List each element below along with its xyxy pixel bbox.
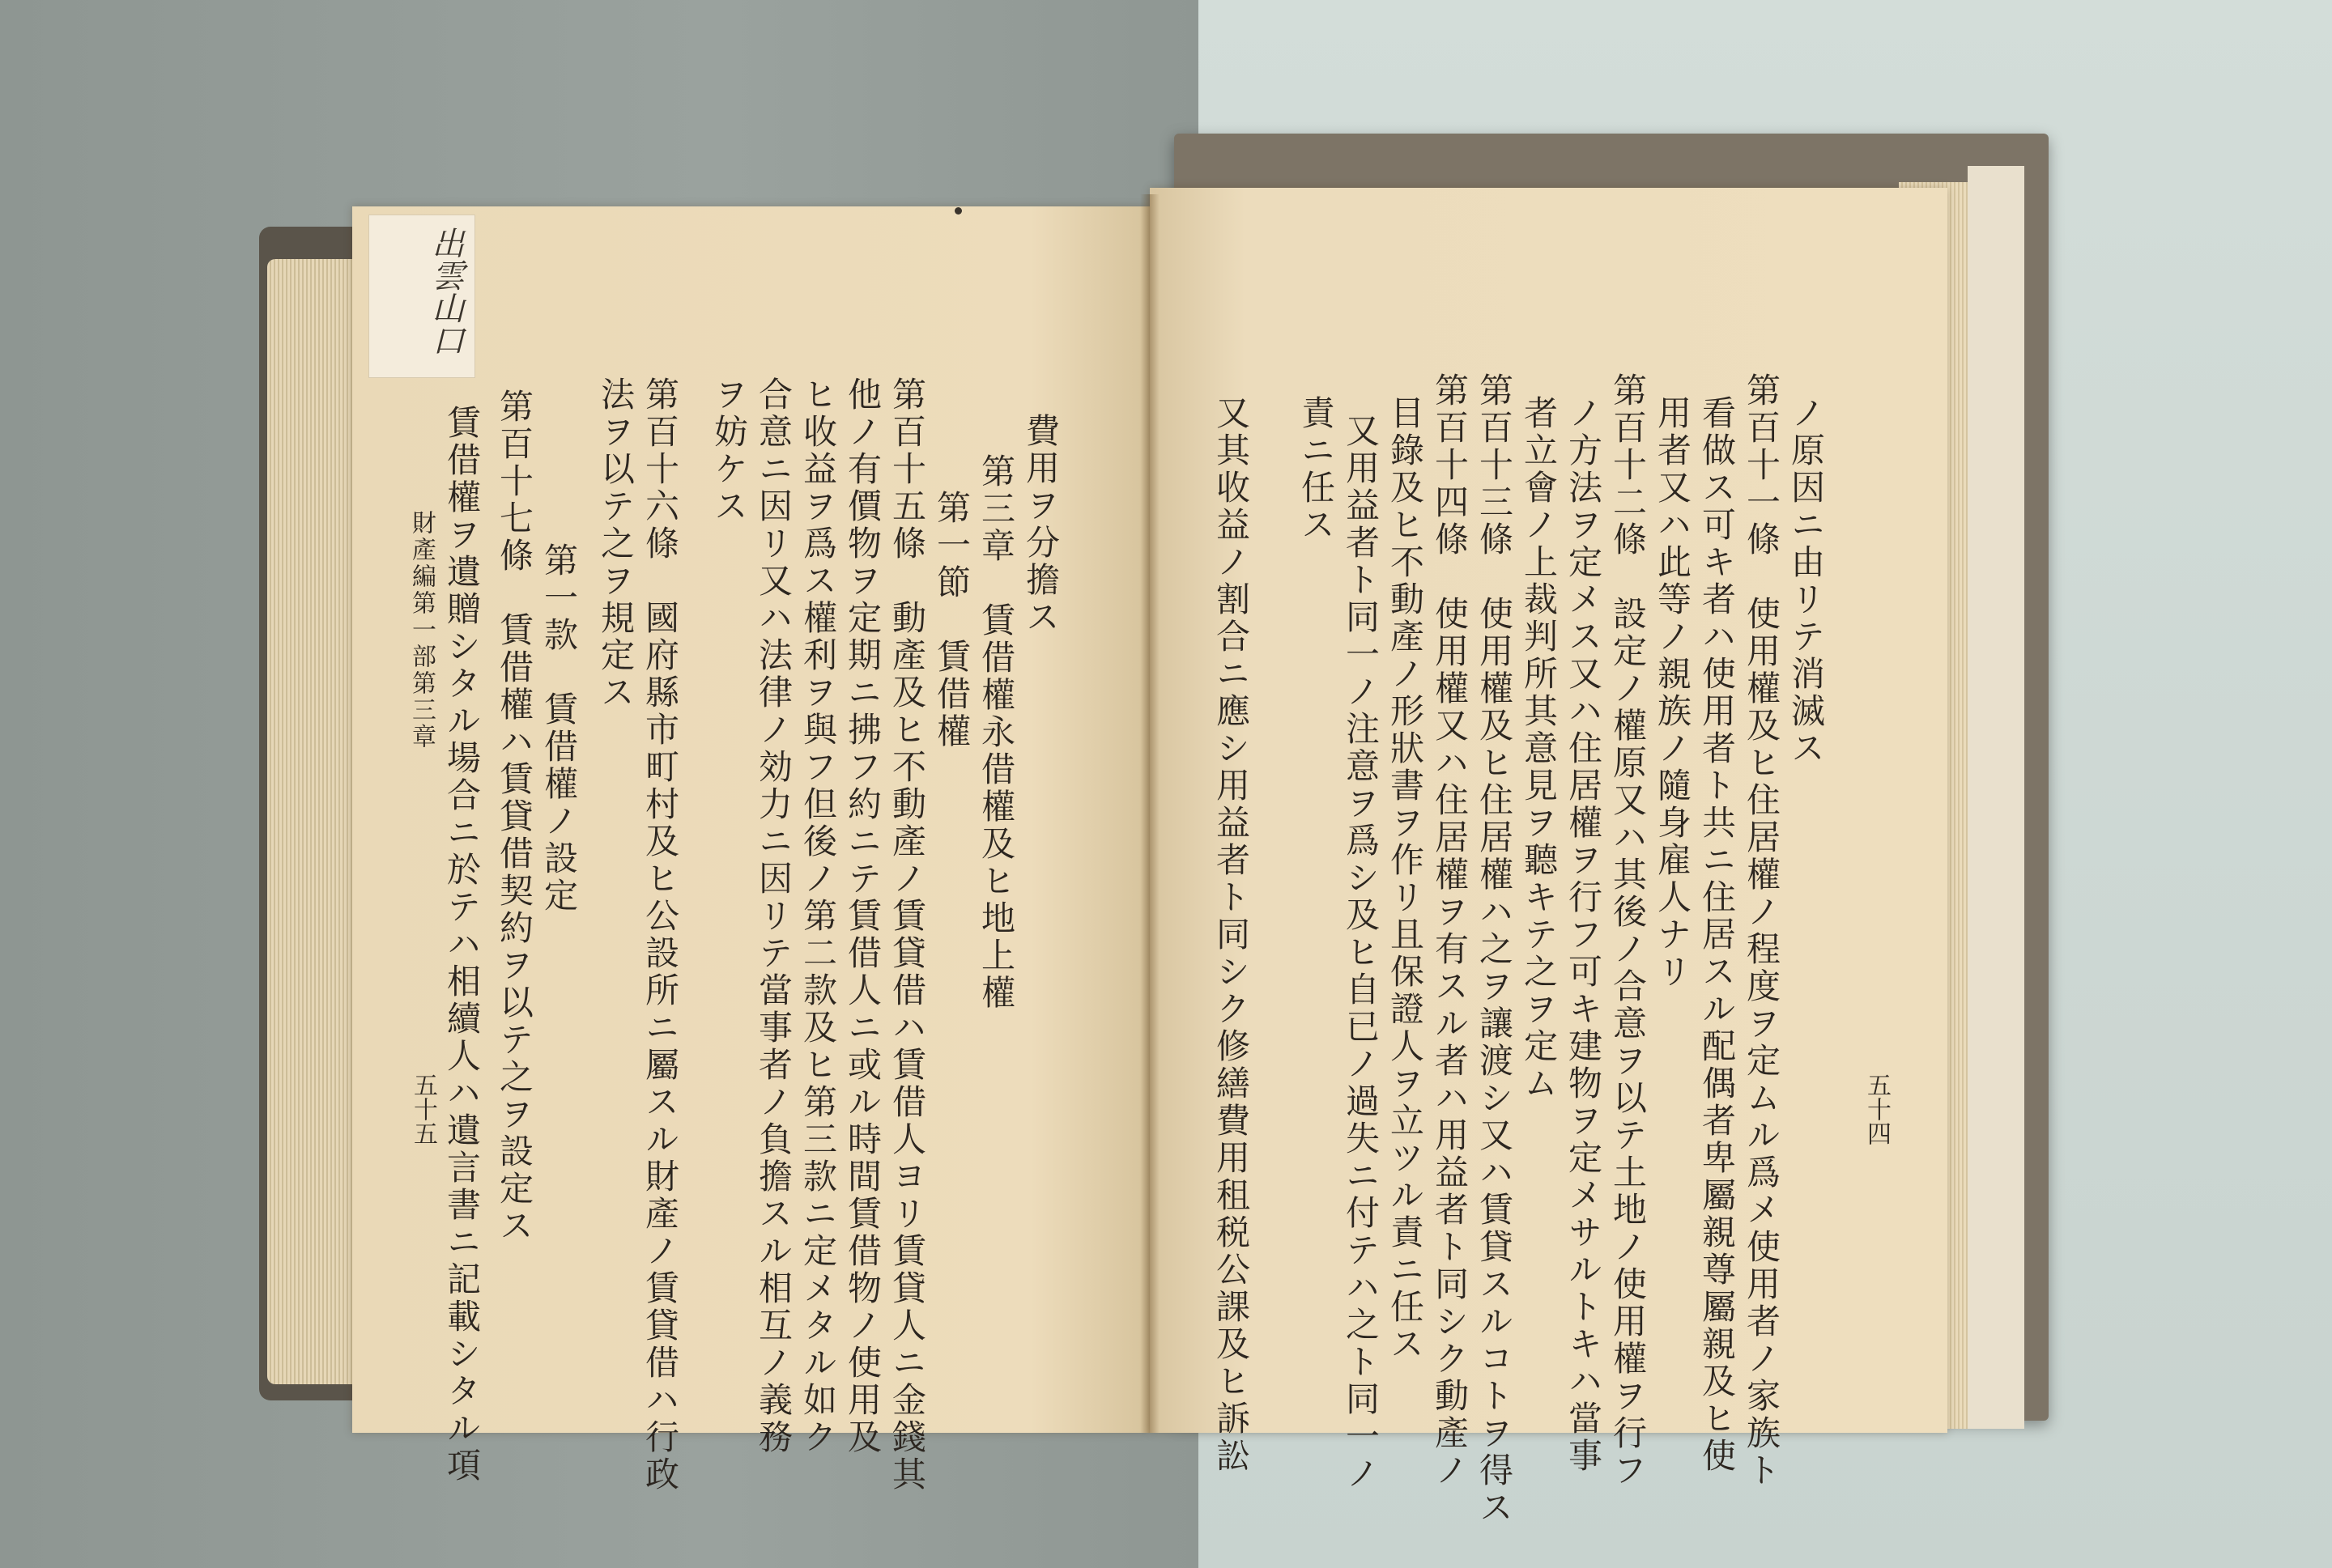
left-column-1: 費用ヲ分擔ス xyxy=(1021,413,1061,636)
right-column-7: 者立會ノ上裁判所其意見ヲ聽キテ之ヲ定ム xyxy=(1519,395,1559,1103)
right-column-2: 第百十一條 使用權及ヒ住居權ノ程度ヲ定ムル爲メ使用者ノ家族ト xyxy=(1742,372,1781,1489)
left-column-6: ヒ收益ヲ爲ス權利ヲ與フ但後ノ第二款及ヒ第三款ニ定メタル如ク xyxy=(798,376,838,1456)
left-column-11: 第一款 賃借權ノ設定 xyxy=(539,542,579,915)
left-column-2: 第三章 賃借權永借權及ヒ地上權 xyxy=(977,453,1016,1012)
left-column-8: ヲ妨ケス xyxy=(709,376,749,525)
handwritten-signature: 出雲山口 xyxy=(427,227,464,356)
left-column-3: 第一節 賃借權 xyxy=(932,490,972,750)
right-column-1: ノ原因ニ由リテ消滅ス xyxy=(1786,395,1826,767)
left-column-13: 賃借權ヲ遺贈シタル場合ニ於テハ相續人ハ遺言書ニ記載シタル項 xyxy=(442,405,482,1485)
right-column-9: 第百十四條 使用權又ハ住居權ヲ有スル者ハ用益者ト同シク動產ノ xyxy=(1430,372,1470,1489)
flyleaf-right xyxy=(1968,166,2024,1429)
left-page-number: 五十五 xyxy=(409,1073,437,1145)
right-column-13: 又其收益ノ割合ニ應シ用益者ト同シク修繕費用租税公課及ヒ訴訟 xyxy=(1211,395,1251,1475)
left-column-5: 他ノ有價物ヲ定期ニ拂フ約ニテ賃借人ニ或ル時間賃借物ノ使用及 xyxy=(843,376,883,1456)
right-column-4: 用者又ハ此等ノ親族ノ隨身雇人ナリ xyxy=(1653,395,1692,991)
left-column-12: 第百十七條 賃借權ハ賃貸借契約ヲ以テ之ヲ設定ス xyxy=(495,389,534,1245)
right-column-11: 又用益者ト同一ノ注意ヲ爲シ及ヒ自已ノ過失ニ付テハ之ト同一ノ xyxy=(1341,413,1381,1493)
ink-dot xyxy=(955,207,962,215)
page-edges-left xyxy=(267,259,356,1384)
right-column-10: 目錄及ヒ不動產ノ形狀書ヲ作リ且保證人ヲ立ツル責ニ任ス xyxy=(1385,395,1425,1363)
left-column-4: 第百十五條 動產及ヒ不動產ノ賃貸借ハ賃借人ヨリ賃貸人ニ金錢其 xyxy=(887,376,927,1494)
right-column-5: 第百十二條 設定ノ權原又ハ其後ノ合意ヲ以テ土地ノ使用權ヲ行フ xyxy=(1608,372,1648,1489)
right-column-3: 看做ス可キ者ハ使用者ト共ニ住居スル配偶者卑屬親尊屬親及ヒ使 xyxy=(1697,395,1737,1475)
book-gutter xyxy=(1140,194,1160,1433)
left-column-10: 法ヲ以テ之ヲ規定ス xyxy=(596,376,636,712)
left-running-head: 財產編第一部第三章 xyxy=(407,510,436,750)
left-column-9: 第百十六條 國府縣市町村及ヒ公設所ニ屬スル財產ノ賃貸借ハ行政 xyxy=(640,376,680,1494)
right-column-6: ノ方法ヲ定メス又ハ住居權ヲ行フ可キ建物ヲ定メサルトキハ當事 xyxy=(1564,395,1603,1475)
right-column-8: 第百十三條 使用權及ヒ住居權ハ之ヲ讓渡シ又ハ賃貸スルコトヲ得ス xyxy=(1475,372,1514,1527)
left-column-7: 合意ニ因リ又ハ法律ノ効力ニ因リテ當事者ノ負擔スル相互ノ義務 xyxy=(754,376,794,1456)
right-column-12: 責ニ任ス xyxy=(1296,395,1336,544)
handwritten-stamp xyxy=(368,215,475,378)
right-page-number: 五十四 xyxy=(1862,1073,1891,1145)
